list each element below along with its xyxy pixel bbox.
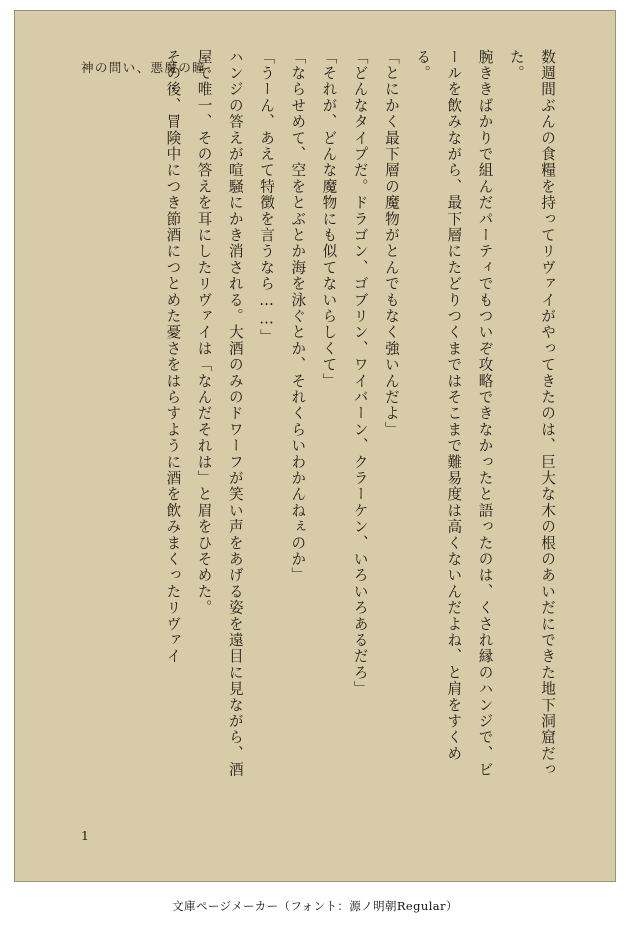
- vertical-body-text: [93, 49, 563, 789]
- paragraph: ハンジの答えが喧騒にかき消される。大酒のみのドワーフが笑い声をあげる姿を遠目に見ながら、酒屋で唯一、その答えを耳にしたリヴァイは「なんだそれは」と眉をひそめた。: [195, 49, 244, 778]
- paragraph: その後、冒険中につき節酒につとめた憂さをはらすように酒を飲みまくったリヴァイ: [164, 49, 182, 665]
- paragraph: 腕ききばかりで組んだパーティでもついぞ攻略できなかったと語ったのは、くされ縁のハンジで、ビールを飲みながら、最下層にたどりつくまではそこまで難易度は高くないんだよね、と肩をすくめる。: [414, 49, 494, 778]
- paragraph: 「それが、どんな魔物にも似てないらしくて」: [320, 49, 338, 390]
- book-page: [14, 10, 616, 882]
- running-head: 神の問い、悪魔の瞳: [81, 60, 207, 75]
- paragraph: 「とにかく最下層の魔物がとんでもなく強いんだよ」: [382, 49, 400, 438]
- paragraph: 「うーん、あえて特徴を言うなら……」: [258, 49, 276, 346]
- page-body: [15, 11, 615, 881]
- paragraph: 「どんなタイプだ。ドラゴン、ゴブリン、ワイバーン、クラーケン、いろいろあるだろ」: [351, 49, 369, 697]
- page-number: 1: [81, 828, 89, 843]
- paragraph: 「ならせめて、空をとぶとか海を泳ぐとか、それくらいわかんねぇのか」: [289, 49, 307, 584]
- paragraph: 数週間ぶんの食糧を持ってリヴァイがやってきたのは、巨大な木の根のあいだにできた地下洞窟だった。: [507, 49, 556, 778]
- footer-caption: 文庫ページメーカー（フォント：源ノ明朝Regular）: [172, 899, 458, 913]
